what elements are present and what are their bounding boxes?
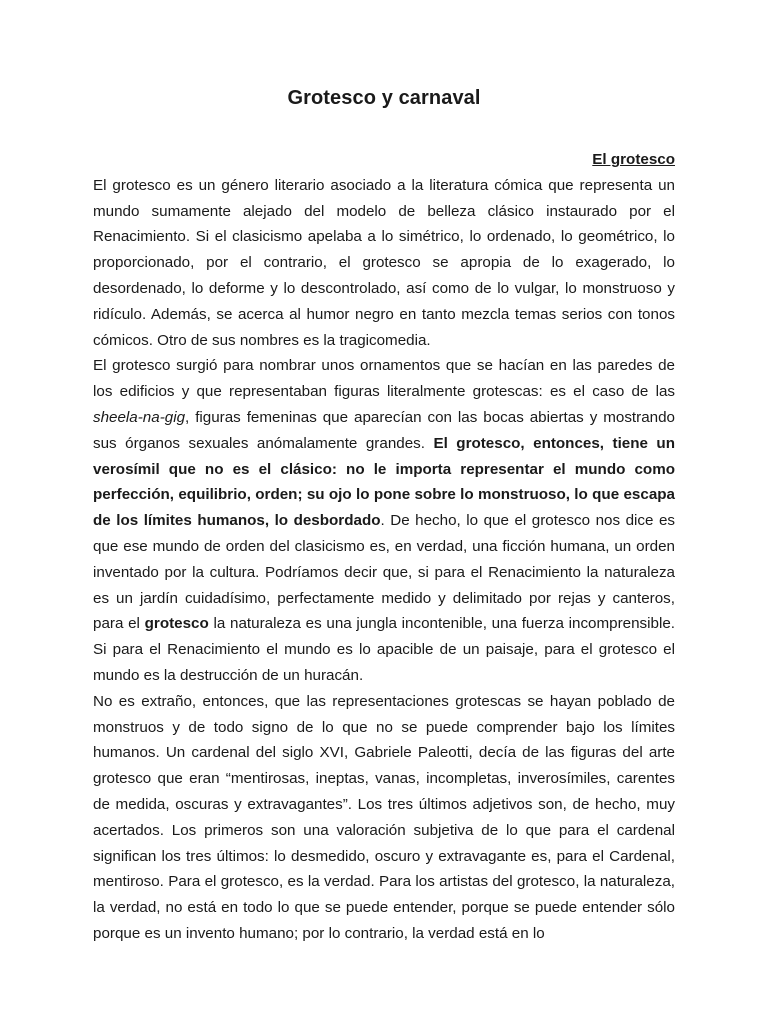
paragraph-2-text: El grotesco surgió para nombrar unos ornamentos que se hacían en las paredes de los edificios y que representaban figuras literalmente grotescas: es el caso de las: [93, 357, 675, 401]
bold-emphasis: grotesco: [144, 615, 209, 633]
document-body: [93, 147, 675, 947]
paragraph-3: No es extraño, entonces, que las representaciones grotescas se hayan poblado de monstruos y de todo signo de lo que no se puede comprender bajo los límites humanos. Un cardenal del siglo XVI, Gabriele Paleotti, decía de las figuras del arte grotesco que eran “mentirosas, ineptas, vanas, incompletas, inverosímiles, carentes de medida, oscuras y extravagantes”. Los tres últimos adjetivos son, de hecho, muy acertados. Los primeros son una valoración subjetiva de lo que para el cardenal significan los tres últimos: lo desmedido, oscuro y extravagante es, para el Cardenal, mentiroso. Para el grotesco, es la verdad. Para los artistas del grotesco, la naturaleza, la verdad, no está en todo lo que se puede entender, porque se puede entender sólo porque es un invento humano; por lo contrario, la verdad está en lo: [93, 692, 675, 942]
paragraph-2-text: la naturaleza es una jungla incontenible, una fuerza incomprensible. Si para el Renacimiento el mundo es lo apacible de un paisaje, para el grotesco el mundo es la destrucción de un huracán.: [93, 615, 675, 684]
document-title: Grotesco y carnaval: [287, 87, 481, 109]
section-heading: El grotesco: [592, 151, 675, 168]
paragraph-2-text: . De hecho, lo que el grotesco nos dice es que ese mundo de orden del clasicismo es, en verdad, una ficción humana, un orden inventado por la cultura. Podríamos decir que, si para el Renacimiento la naturaleza es un jardín cuidadísimo, perfectamente medido y delimitado por rejas y canteros, para el: [93, 512, 675, 633]
paragraph-1: El grotesco es un género literario asociado a la literatura cómica que representa un mundo sumamente alejado del modelo de belleza clásico instaurado por el Renacimiento. Si el clasicismo apelaba a lo simétrico, lo ordenado, lo geométrico, lo proporcionado, por el contrario, el grotesco se apropia de lo exagerado, lo desordenado, lo deforme y lo descontrolado, así como de lo vulgar, lo monstruoso y ridículo. Además, se acerca al humor negro en tanto mezcla temas serios con tonos cómicos. Otro de sus nombres es la tragicomedia.: [93, 176, 675, 349]
paragraph-2: [93, 353, 675, 688]
paragraph-2-text: , figuras femeninas que aparecían con las bocas abiertas y mostrando sus órganos sexuales anómalamente grandes.: [93, 408, 675, 452]
bold-emphasis: El grotesco, entonces, tiene un verosímil que no es el clásico: no le importa representar el mundo como perfección, equilibrio, orden; su ojo lo pone sobre lo monstruoso, lo que escapa de los límites humanos, lo desbordado: [93, 434, 675, 530]
italic-term: sheela-na-gig: [93, 408, 186, 426]
